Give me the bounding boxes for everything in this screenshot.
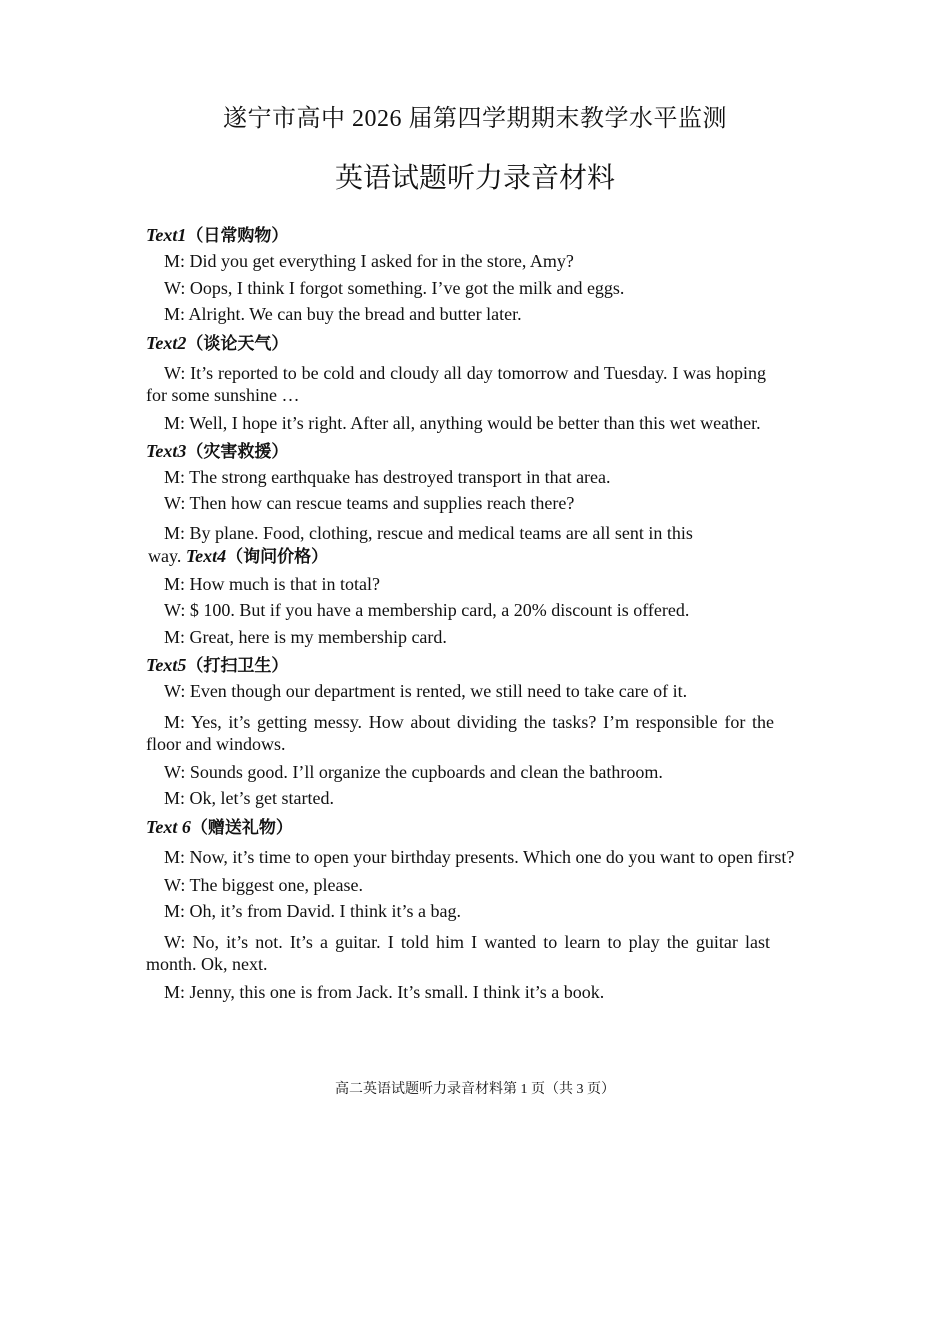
dialogue-paragraph: W: It’s reported to be cold and cloudy all day tomorrow and Tuesday. I was hoping for some sunshine … xyxy=(146,362,766,405)
dialogue-line: M: The strong earthquake has destroyed transport in that area. xyxy=(164,466,611,487)
dialogue-line: W: Then how can rescue teams and supplies reach there? xyxy=(164,493,575,513)
dialogue-line-continuation: way. xyxy=(148,545,182,566)
dialogue-line: W: Sounds good. I’ll organize the cupboards and clean the bathroom. xyxy=(164,761,663,782)
dialogue-paragraph: W: No, it’s not. It’s a guitar. I told him I wanted to learn to play the guitar last month. Ok, next. xyxy=(146,931,770,974)
section-heading-text5: Text5（打扫卫生） xyxy=(146,655,289,676)
section-heading-text1: Text1（日常购物） xyxy=(146,225,289,246)
dialogue-paragraph: M: Yes, it’s getting messy. How about dividing the tasks? I’m responsible for the floor and windows. xyxy=(146,711,774,754)
dialogue-line: M: Great, here is my membership card. xyxy=(164,626,447,647)
dialogue-line: M: Oh, it’s from David. I think it’s a bag. xyxy=(164,901,461,921)
section-heading-text4: way. Text4（询问价格） xyxy=(148,545,329,567)
dialogue-line: M: Ok, let’s get started. xyxy=(164,788,334,808)
dialogue-line: W: Oops, I think I forgot something. I’ve got the milk and eggs. xyxy=(164,277,625,298)
page-footer: 高二英语试题听力录音材料第 1 页（共 3 页） xyxy=(335,1082,615,1097)
section-heading-text6: Text 6（赠送礼物） xyxy=(146,816,293,838)
exam-title: 遂宁市高中 2026 届第四学期期末教学水平监测 xyxy=(223,106,727,132)
section-heading-text3: Text3（灾害救援） xyxy=(146,440,289,462)
dialogue-line: W: $ 100. But if you have a membership card, a 20% discount is offered. xyxy=(164,600,690,620)
dialogue-paragraph: M: Now, it’s time to open your birthday presents. Which one do you want to open first? xyxy=(164,846,795,867)
dialogue-line: M: By plane. Food, clothing, rescue and medical teams are all sent in this xyxy=(164,522,693,543)
dialogue-line: M: How much is that in total? xyxy=(164,573,380,594)
dialogue-paragraph: M: Well, I hope it’s right. After all, anything would be better than this wet weather. xyxy=(164,412,761,433)
dialogue-line: W: The biggest one, please. xyxy=(164,874,363,895)
transcript-body xyxy=(146,220,802,1005)
dialogue-line: M: Did you get everything I asked for in the store, Amy? xyxy=(164,251,574,271)
dialogue-line: W: Even though our department is rented, we still need to take care of it. xyxy=(164,681,688,701)
dialogue-line: M: Jenny, this one is from Jack. It’s small. I think it’s a book. xyxy=(164,981,605,1002)
document-subtitle: 英语试题听力录音材料 xyxy=(334,161,615,194)
section-heading-text2: Text2（谈论天气） xyxy=(146,332,289,354)
dialogue-line: M: Alright. We can buy the bread and butter later. xyxy=(164,304,522,324)
